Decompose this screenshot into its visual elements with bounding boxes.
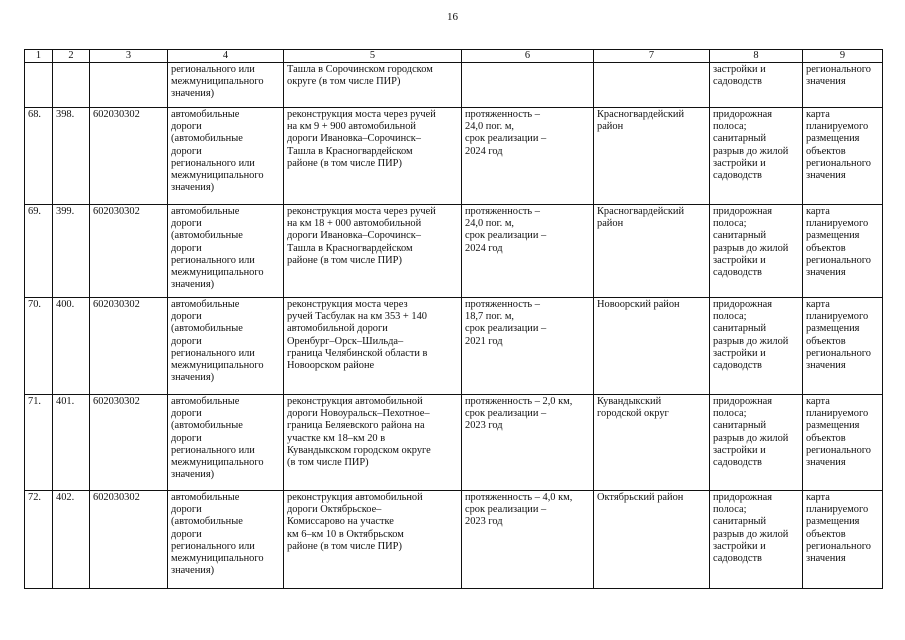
- cell-row-number: [25, 63, 53, 108]
- page-number: 16: [447, 11, 458, 23]
- cell-location: Красногвардейский район: [594, 205, 710, 298]
- cell-item-number: 402.: [53, 491, 90, 589]
- cell-description: Ташла в Сорочинском городском округе (в том числе ПИР): [284, 63, 462, 108]
- cell-row-number: 71.: [25, 395, 53, 491]
- table-row: [25, 298, 883, 395]
- column-number-row: [25, 50, 883, 63]
- cell-item-number: 398.: [53, 108, 90, 205]
- cell-location: Новоорский район: [594, 298, 710, 395]
- cell-map: карта планируемого размещения объектов регионального значения: [803, 205, 883, 298]
- cell-object-type: автомобильные дороги (автомобильные дороги регионального или межмуниципального значения): [168, 108, 284, 205]
- column-number: 5: [284, 50, 462, 63]
- table-row: [25, 491, 883, 589]
- objects-table: [24, 49, 883, 589]
- cell-code: 602030302: [90, 205, 168, 298]
- cell-item-number: 400.: [53, 298, 90, 395]
- column-number: 6: [462, 50, 594, 63]
- cell-location: Красногвардейский район: [594, 108, 710, 205]
- cell-characteristics: [462, 63, 594, 108]
- cell-object-type: автомобильные дороги (автомобильные дороги регионального или межмуниципального значения): [168, 298, 284, 395]
- column-number: 9: [803, 50, 883, 63]
- column-number: 7: [594, 50, 710, 63]
- cell-zone: придорожная полоса; санитарный разрыв до жилой застройки и садоводств: [710, 395, 803, 491]
- cell-characteristics: протяженность – 24,0 пог. м, срок реализации – 2024 год: [462, 108, 594, 205]
- cell-item-number: 399.: [53, 205, 90, 298]
- cell-zone: придорожная полоса; санитарный разрыв до жилой застройки и садоводств: [710, 108, 803, 205]
- cell-map: карта планируемого размещения объектов регионального значения: [803, 298, 883, 395]
- cell-characteristics: протяженность – 2,0 км, срок реализации – 2023 год: [462, 395, 594, 491]
- cell-object-type: автомобильные дороги (автомобильные дороги регионального или межмуниципального значения): [168, 205, 284, 298]
- cell-location: Кувандыкский городской округ: [594, 395, 710, 491]
- cell-description: реконструкция моста через ручей на км 18 + 000 автомобильной дороги Ивановка–Сорочинск– Ташла в Красногвардейском районе (в том числе ПИР): [284, 205, 462, 298]
- column-number: 8: [710, 50, 803, 63]
- cell-code: 602030302: [90, 395, 168, 491]
- cell-location: Октябрьский район: [594, 491, 710, 589]
- cell-object-type: регионального или межмуниципального значения): [168, 63, 284, 108]
- cell-map: карта планируемого размещения объектов регионального значения: [803, 491, 883, 589]
- table-row: [25, 108, 883, 205]
- cell-row-number: 72.: [25, 491, 53, 589]
- cell-item-number: [53, 63, 90, 108]
- cell-characteristics: протяженность – 4,0 км, срок реализации – 2023 год: [462, 491, 594, 589]
- cell-map: регионального значения: [803, 63, 883, 108]
- cell-characteristics: протяженность – 24,0 пог. м, срок реализации – 2024 год: [462, 205, 594, 298]
- cell-item-number: 401.: [53, 395, 90, 491]
- column-number: 4: [168, 50, 284, 63]
- column-number: 3: [90, 50, 168, 63]
- cell-map: карта планируемого размещения объектов регионального значения: [803, 395, 883, 491]
- cell-description: реконструкция автомобильной дороги Новоуральск–Пехотное– граница Беляевского района на участке км 18–км 20 в Кувандыкском городском округе (в том числе ПИР): [284, 395, 462, 491]
- cell-description: реконструкция автомобильной дороги Октябрьское– Комиссарово на участке км 6–км 10 в Октябрьском районе (в том числе ПИР): [284, 491, 462, 589]
- cell-location: [594, 63, 710, 108]
- cell-row-number: 70.: [25, 298, 53, 395]
- cell-row-number: 69.: [25, 205, 53, 298]
- cell-code: 602030302: [90, 298, 168, 395]
- cell-zone: придорожная полоса; санитарный разрыв до жилой застройки и садоводств: [710, 205, 803, 298]
- cell-map: карта планируемого размещения объектов регионального значения: [803, 108, 883, 205]
- cell-zone: придорожная полоса; санитарный разрыв до жилой застройки и садоводств: [710, 491, 803, 589]
- cell-object-type: автомобильные дороги (автомобильные дороги регионального или межмуниципального значения): [168, 491, 284, 589]
- column-number: 1: [25, 50, 53, 63]
- cell-code: [90, 63, 168, 108]
- column-number: 2: [53, 50, 90, 63]
- cell-zone: придорожная полоса; санитарный разрыв до жилой застройки и садоводств: [710, 298, 803, 395]
- cell-code: 602030302: [90, 108, 168, 205]
- table-row-continuation: [25, 63, 883, 108]
- cell-description: реконструкция моста через ручей на км 9 + 900 автомобильной дороги Ивановка–Сорочинск– Ташла в Красногвардейском районе (в том числе ПИР): [284, 108, 462, 205]
- cell-description: реконструкция моста через ручей Тасбулак на км 353 + 140 автомобильной дороги Оренбург–Орск–Шильда– граница Челябинской области в Новоорском районе: [284, 298, 462, 395]
- cell-object-type: автомобильные дороги (автомобильные дороги регионального или межмуниципального значения): [168, 395, 284, 491]
- cell-code: 602030302: [90, 491, 168, 589]
- table-row: [25, 205, 883, 298]
- cell-zone: застройки и садоводств: [710, 63, 803, 108]
- cell-row-number: 68.: [25, 108, 53, 205]
- cell-characteristics: протяженность – 18,7 пог. м, срок реализации – 2021 год: [462, 298, 594, 395]
- table-row: [25, 395, 883, 491]
